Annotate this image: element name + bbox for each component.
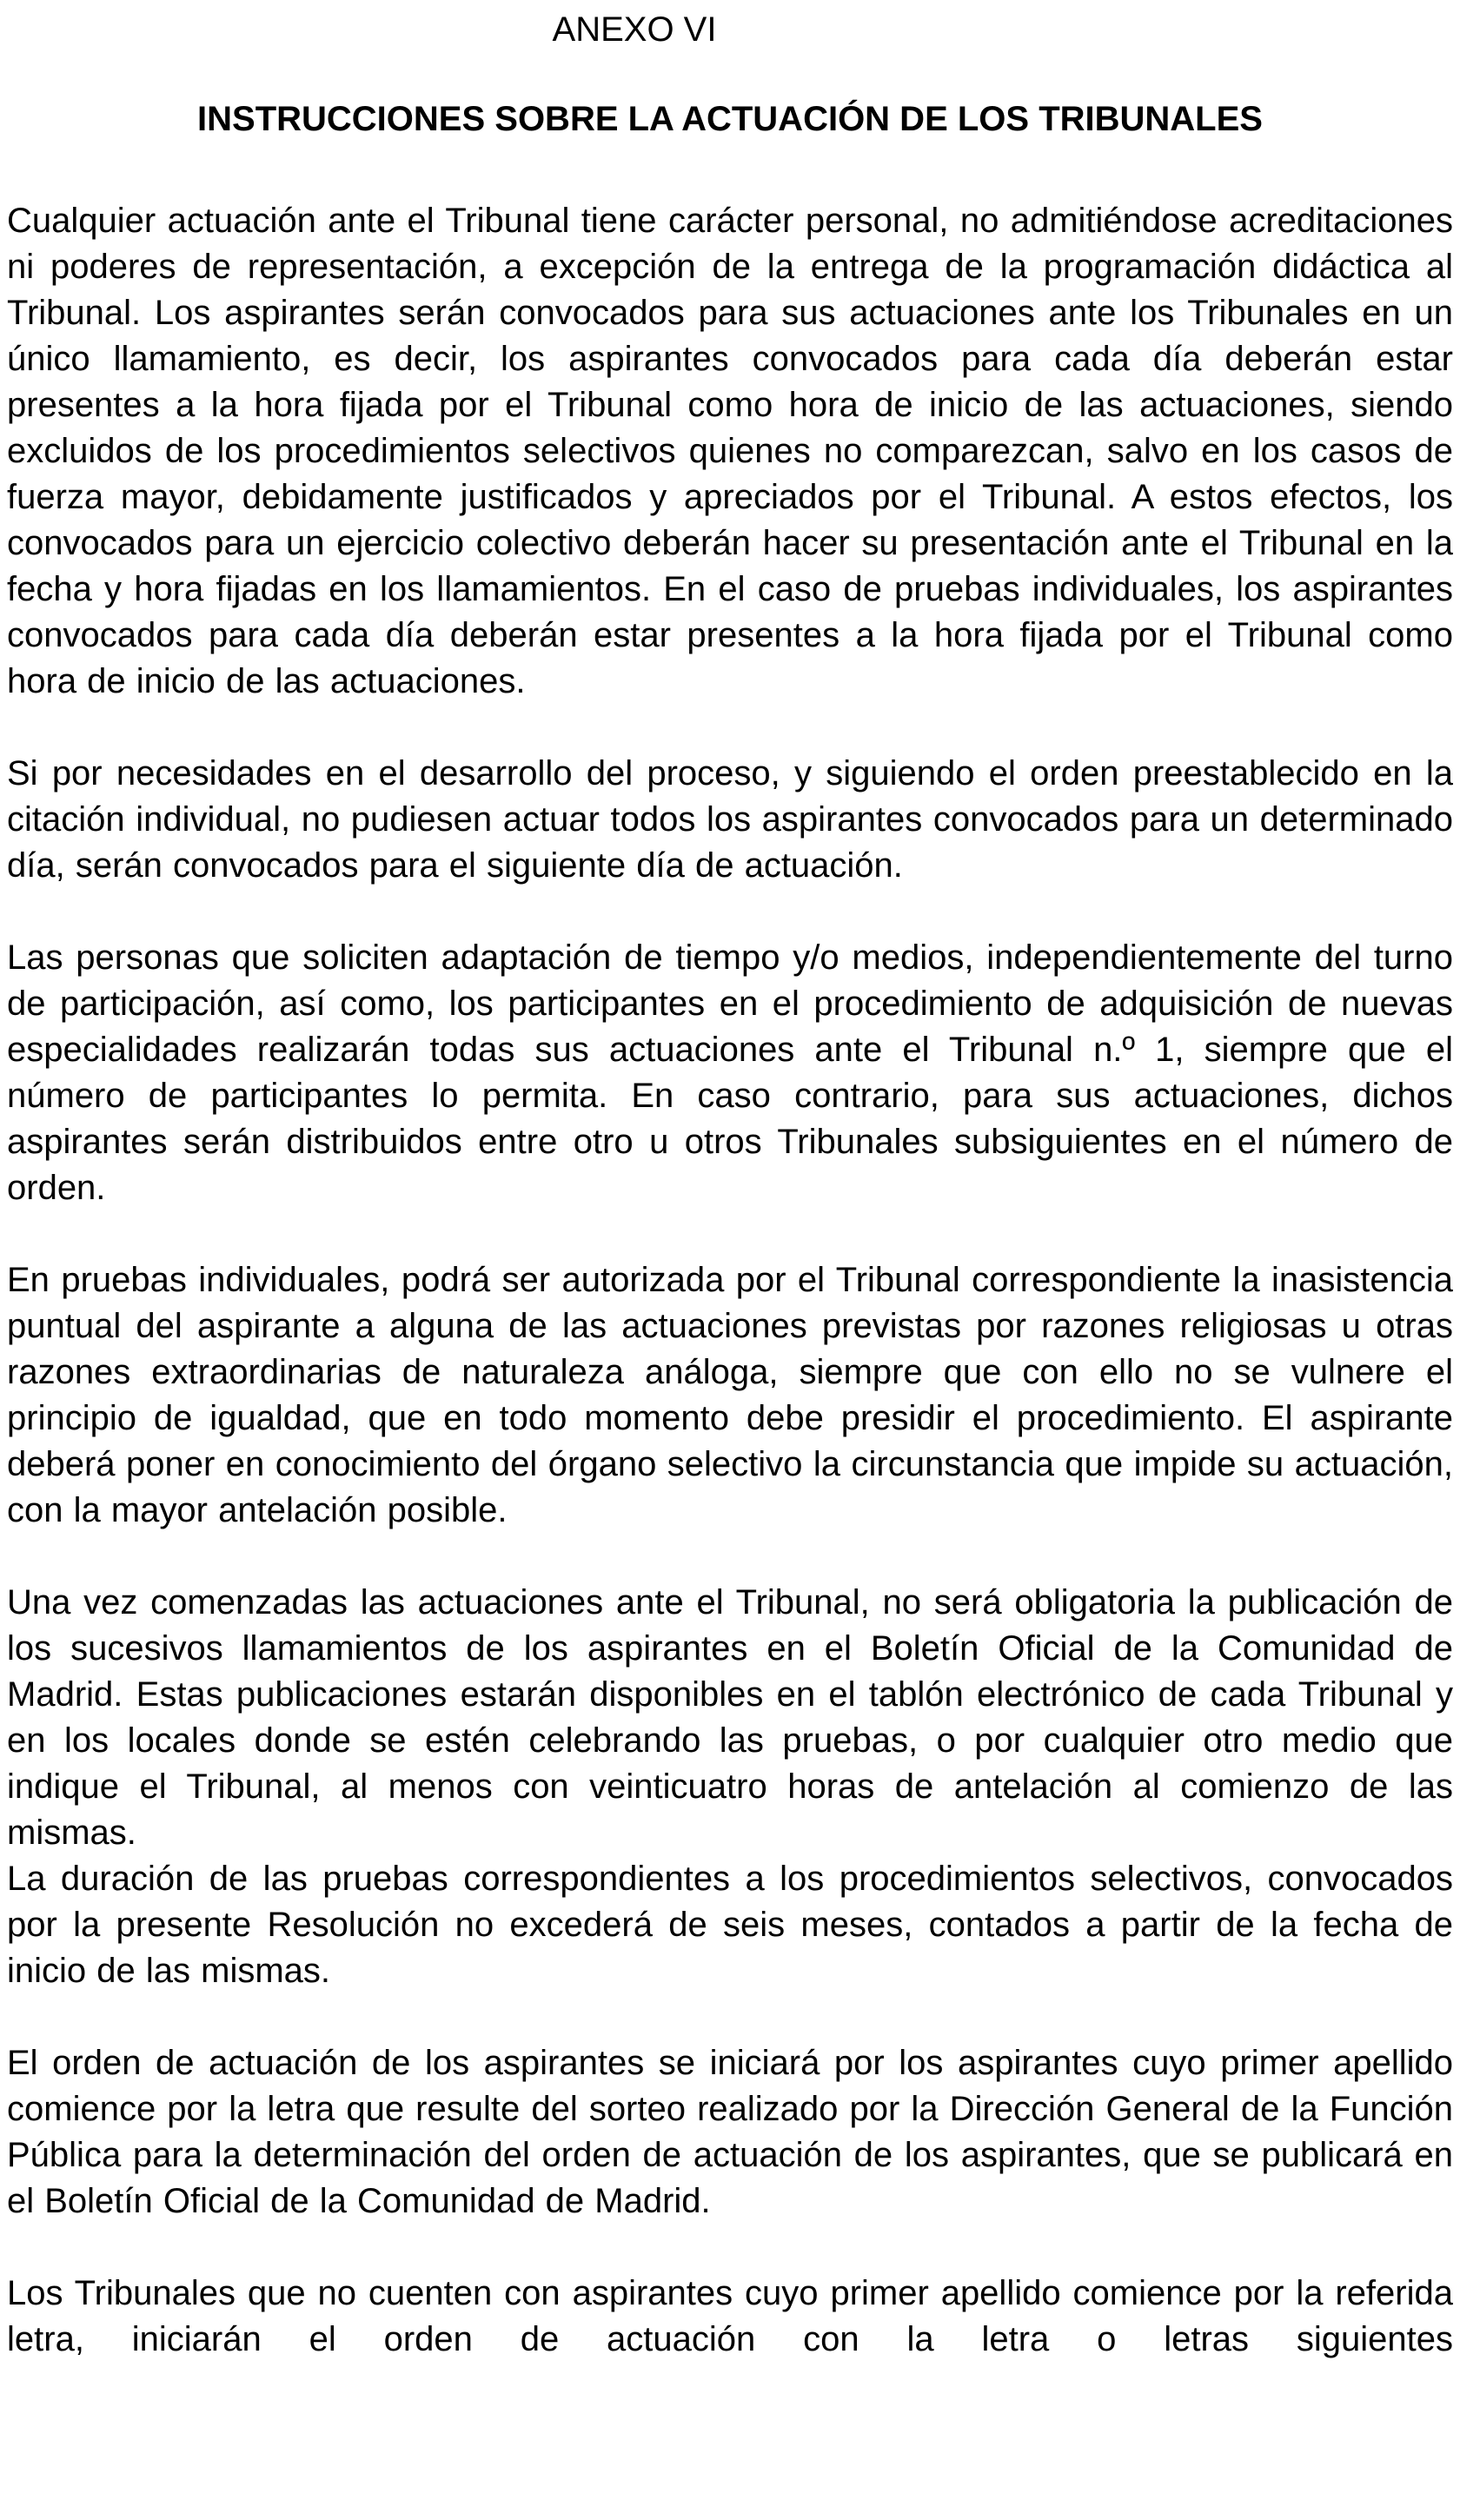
page-subtitle: INSTRUCCIONES SOBRE LA ACTUACIÓN DE LOS TRIBUNALES	[197, 100, 1263, 138]
paragraph-1: Cualquier actuación ante el Tribunal tiene carácter personal, no admitiéndose acreditaciones ni poderes de representación, a excepción de la entrega de la programación didáctica al Tribunal. Los aspirantes serán convocados para sus actuaciones ante los Tribunales en un único llamamiento, es decir, los aspirantes convocados para cada día deberán estar presentes a la hora fijada por el Tribunal como hora de inicio de las actuaciones, siendo excluidos de los procedimientos selectivos quienes no comparezcan, salvo en los casos de fuerza mayor, debidamente justificados y apreciados por el Tribunal. A estos efectos, los convocados para un ejercicio colectivo deberán hacer su presentación ante el Tribunal en la fecha y hora fijadas en los llamamientos. En el caso de pruebas individuales, los aspirantes convocados para cada día deberán estar presentes a la hora fijada por el Tribunal como hora de inicio de las actuaciones.	[7, 202, 1453, 700]
document-body	[7, 198, 1453, 2363]
paragraph-7: El orden de actuación de los aspirantes se iniciará por los aspirantes cuyo primer apellido comience por la letra que resulte del sorteo realizado por la Dirección General de la Función Pública para la determinación del orden de actuación de los aspirantes, que se publicará en el Boletín Oficial de la Comunidad de Madrid.	[7, 2044, 1453, 2220]
paragraph-8: Los Tribunales que no cuenten con aspirantes cuyo primer apellido comience por la referida letra, iniciarán el orden de actuación con la letra o letras siguientes	[7, 2274, 1453, 2358]
paragraph-2: Si por necesidades en el desarrollo del proceso, y siguiendo el orden preestablecido en la citación individual, no pudiesen actuar todos los aspirantes convocados para un determinado día, serán convocados para el siguiente día de actuación.	[7, 754, 1453, 885]
paragraph-5: Una vez comenzadas las actuaciones ante el Tribunal, no será obligatoria la publicación de los sucesivos llamamientos de los aspirantes en el Boletín Oficial de la Comunidad de Madrid. Estas publicaciones estarán disponibles en el tablón electrónico de cada Tribunal y en los locales donde se estén celebrando las pruebas, o por cualquier otro medio que indique el Tribunal, al menos con veinticuatro horas de antelación al comienzo de las mismas.	[7, 1583, 1453, 1852]
paragraph-4: En pruebas individuales, podrá ser autorizada por el Tribunal correspondiente la inasistencia puntual del aspirante a alguna de las actuaciones previstas por razones religiosas u otras razones extraordinarias de naturaleza análoga, siempre que con ello no se vulnere el principio de igualdad, que en todo momento debe presidir el procedimiento. El aspirante deberá poner en conocimiento del órgano selectivo la circunstancia que impide su actuación, con la mayor antelación posible.	[7, 1261, 1453, 1529]
paragraph-6: La duración de las pruebas correspondientes a los procedimientos selectivos, convocados por la presente Resolución no excederá de seis meses, contados a partir de la fecha de inicio de las mismas.	[7, 1860, 1453, 1990]
page-title: ANEXO VI	[552, 10, 717, 49]
paragraph-3: Las personas que soliciten adaptación de tiempo y/o medios, independientemente del turno de participación, así como, los participantes en el procedimiento de adquisición de nuevas especialidades realizarán todas sus actuaciones ante el Tribunal n.º 1, siempre que el número de participantes lo permita. En caso contrario, para sus actuaciones, dichos aspirantes serán distribuidos entre otro u otros Tribunales subsiguientes en el número de orden.	[7, 938, 1453, 1207]
